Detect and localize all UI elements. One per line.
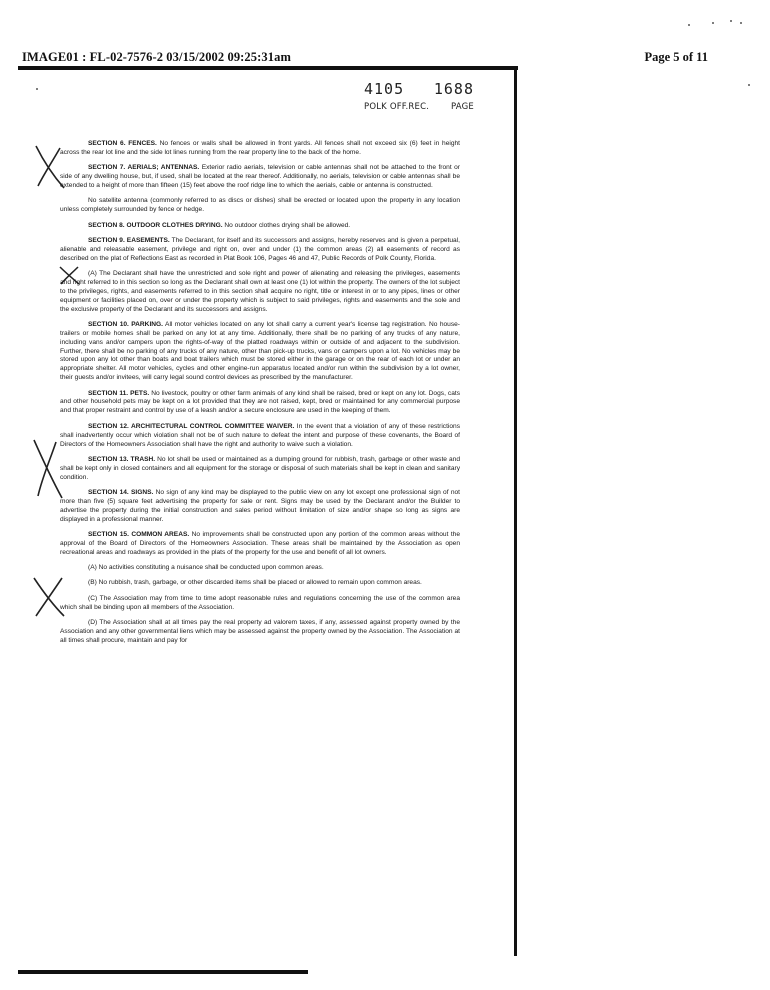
section-heading: SECTION 9. EASEMENTS. [88,236,170,244]
section-body: In the event that a violation of any of these restrictions shall inadvertently occur which violation shall not be of such nature to defeat the intent and purpose of these covenants, the Board of Directors of the Homeowners Association shall have the right and authority to waive such a violation. [60,422,461,448]
section-body: (A) The Declarant shall have the unrestricted and sole right and power of alienating and releasing the privileges, easements and right referred to in this section so long as the Declarant shall own at least one (1) lot within the property. The owners of the lot subject to the privileges, rights, and easements referred to in this section shall acquire no right, title or interest in or to any pipes, lines or other equipment or facilities placed on, over or under the property which is subject to said privileges, rights and easements and the sole and the exclusive property of the Declarant and its successors and assigns. [60,269,460,313]
section-body: No improvements shall be constructed upon any portion of the common areas without the approval of the Board of Directors of the Homeowners Association. These areas shall be maintained by the Association as open recreational areas and roadways as provided in the plats of the property for the use and benefit of all lot owners. [60,530,460,556]
section-heading: SECTION 10. PARKING. [88,320,164,328]
fax-header-id: IMAGE01 : FL-02-7576-2 03/15/2002 09:25:31am [22,50,291,64]
section-body: (B) No rubbish, trash, garbage, or other discarded items shall be placed or allowed to remain upon common areas. [88,579,422,587]
document-paragraph [60,595,460,613]
recording-stamp [364,80,474,112]
document-paragraph [60,164,460,191]
document-paragraph [60,237,460,264]
section-body: No livestock, poultry or other farm animals of any kind shall be raised, bred or kept on any lot. Dogs, cats and other household pets may be kept on a lot provided that they are not raised, kept, bred or maintained for any commercial purpose and that proper restraint and control by use of a leash and/or a secure enclosure are used in the keeping of them. [60,389,460,415]
document-paragraph [60,579,460,588]
section-heading: SECTION 8. OUTDOOR CLOTHES DRYING. [88,221,223,229]
document-paragraph [60,140,460,158]
document-paragraph [60,197,460,215]
document-paragraph [60,270,460,315]
scan-speck [36,88,38,90]
section-body: (D) The Association shall at all times pay the real property ad valorem taxes, if any, assessed against property owned by the Association and any other governmental liens which may be assessed against the property owned by the Association. The Association at all times shall procure, maintain and pay for [60,618,460,644]
page-label: PAGE [450,102,474,112]
section-body: (C) The Association may from time to time adopt reasonable rules and regulations concerning the use of the common area which shall be binding upon all members of the Association. [60,594,460,611]
section-body: No lot shall be used or maintained as a dumping ground for rubbish, trash, garbage or other waste and shall be kept only in closed containers and all equipment for the storage or disposal of such materials shall be kept in clean and sanitary condition. [60,455,460,481]
document-paragraph [60,456,460,483]
document-paragraph [60,564,460,573]
document-paragraph [60,619,460,646]
section-body: No outdoor clothes drying shall be allowed. [224,221,351,229]
page-number-stamp: 1688 [433,80,474,98]
scan-speck [730,20,732,22]
scan-speck [748,84,750,86]
section-heading: SECTION 7. AERIALS; ANTENNAS. [88,164,200,172]
document-paragraph [60,489,460,525]
section-heading: SECTION 13. TRASH. [88,455,156,463]
scan-border-top [18,66,518,70]
scan-speck [688,24,690,26]
scan-speck [712,22,714,24]
document-paragraph [60,321,460,383]
section-body: The Declarant, for itself and its successors and assigns, hereby reserves and is given a perpetual, alienable and releasable easement, privilege and right on, over and under (1) the common areas (2) all easements of record as described on the plat of Reflections East as recorded in Plat Book 106, Pages 46 and 47, Public Records of Polk County, Florida. [60,236,460,262]
document-paragraph [60,531,460,558]
document-paragraph [60,423,460,450]
page-number: Page 5 of 11 [644,50,708,64]
section-heading: SECTION 15. COMMON AREAS. [88,530,190,538]
section-heading: SECTION 14. SIGNS. [88,488,154,496]
scan-speck [740,22,742,24]
section-body: (A) No activities constituting a nuisance shall be conducted upon common areas. [88,564,324,572]
section-body: All motor vehicles located on any lot shall carry a current year's license tag registration. No house-trailers or mobile homes shall be parked on any lot at any time. Additionally, there shall be no parking of any trucks of any nature, including vans and/or campers upon the rights-of-way of the platted roadways within or outside of and adjacent to the subdivision. Further, there shall be no parking of any trucks of any nature, other than pick-up trucks, vans or campers upon a lot. No vehicles may be stored upon any lot other than boats and boat trailers which must be stored either in the garage or on the rear of each lot or under an appropriate shelter. All motor vehicles, cycles and other engine-run apparatus located and/or run within the subdivision by a lot owner, their guests and/or invitees, will carry legal sound control devices as prescribed by the manufacturer. [60,320,461,382]
section-body: No fences or walls shall be allowed in front yards. All fences shall not exceed six (6) feet in height across the rear lot line and the side lot lines running from the rear property line to the back of the home. [60,140,460,156]
document-body [60,140,460,652]
document-paragraph [60,222,460,231]
section-heading: SECTION 6. FENCES. [88,140,157,147]
section-body: Exterior radio aerials, television or cable antennas shall not be attached to the front or side of any dwelling house, but, if used, shall be located at the rear thereof. Additionally, no aerials, television or cable antennas shall be extended to a height of more than fifteen (15) feet above the roof ridge line to which the aerials, cable or antenna is constructed. [60,164,460,190]
section-heading: SECTION 11. PETS. [88,389,150,397]
section-body: No satellite antenna (commonly referred to as discs or dishes) shall be erected or located upon the property in any location unless completely surrounded by fence or hedge. [60,197,460,214]
scan-border-right [514,66,517,956]
scan-border-bottom [18,970,308,974]
book-label: POLK OFF.REC. [364,102,430,112]
section-heading: SECTION 12. ARCHITECTURAL CONTROL COMMITTEE WAIVER. [88,422,295,430]
book-number: 4105 [364,80,405,98]
document-paragraph [60,390,460,417]
section-body: No sign of any kind may be displayed to the public view on any lot except one professional sign of not more than five (5) square feet advertising the property for sale or rent. Signs may be used by the Declarant and/or the Builder to advertise the property during the initial construction and sales period without limitation of size and/or shape so long as signs are displayed in a professional manner. [60,488,460,523]
